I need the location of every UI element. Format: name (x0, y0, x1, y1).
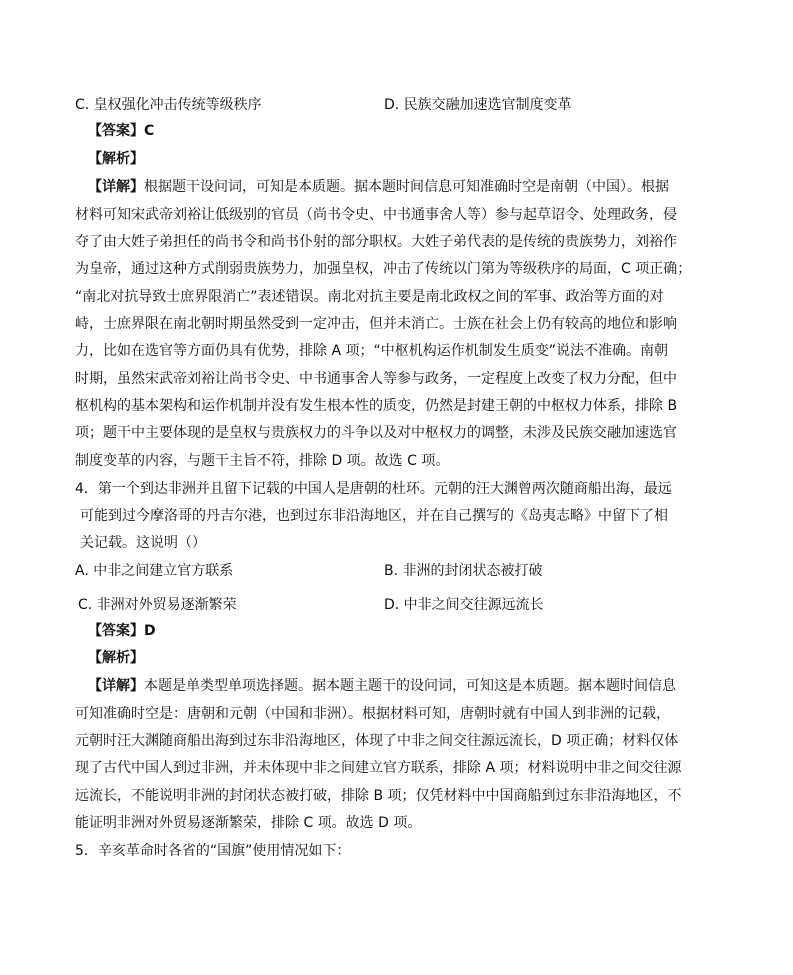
q4-detail-line (88, 675, 676, 697)
q3-detail-line: 项；题干中主要体现的是皇权与贵族权力的斗争以及对中枢权力的调整，未涉及民族交融加速选官 (75, 425, 677, 441)
q3-detail-line: 夺了由大姓子弟担任的尚书令和尚书仆射的部分职权。大姓子弟代表的是传统的贵族势力，刘裕作 (75, 234, 677, 250)
detail-label: 【详解】 (88, 678, 144, 694)
q4-detail-line: 可知准确时空是：唐朝和元朝（中国和非洲）。根据材料可知，唐朝时就有中国人到非洲的记载， (75, 706, 670, 722)
answer-label: 【答案】 (88, 623, 144, 639)
answer-label: 【答案】 (88, 123, 144, 139)
q4-detail-line: 远流长，不能说明非洲的封闭状态被打破，排除 B 项；仅凭材料中中国商船到过东非沿海地区，不 (75, 788, 682, 804)
q3-option-c: C. 皇权强化冲击传统等级秩序 (75, 97, 262, 113)
q4-answer (88, 620, 156, 642)
q4-option-d: D. 中非之间交往源远流长 (384, 597, 544, 613)
q3-option-d: D. 民族交融加速选官制度变革 (384, 97, 572, 113)
q4-analysis-label: 【解析】 (88, 650, 144, 666)
answer-value: C (144, 123, 155, 139)
q4-option-c: C. 非洲对外贸易逐渐繁荣 (78, 597, 237, 613)
q3-detail-line: “南北对抗导致士庶界限消亡”表述错误。南北对抗主要是南北政权之间的军事、政治等方面的对 (75, 289, 664, 305)
q4-detail-line: 能证明非洲对外贸易逐渐繁荣，排除 C 项。故选 D 项。 (75, 815, 422, 831)
q4-option-a: A. 中非之间建立官方联系 (75, 563, 234, 579)
q3-detail-line (88, 176, 669, 198)
q4-stem-line: 4．第一个到达非洲并且留下记载的中国人是唐朝的杜环。元朝的汪大渊曾两次随商船出海，最远 (75, 481, 672, 497)
detail-text: 根据题干设问词，可知是本质题。据本题时间信息可知准确时空是南朝（中国）。根据 (144, 179, 669, 195)
q3-detail-line: 枢机构的基本架构和运作机制并没有发生根本性的质变，仍然是封建王朝的中枢权力体系，排除 B (75, 398, 678, 414)
q3-detail-line: 峙，士庶界限在南北朝时期虽然受到一定冲击，但并未消亡。士族在社会上仍有较高的地位和影响 (75, 316, 677, 332)
q4-detail-line: 现了古代中国人到过非洲，并未体现中非之间建立官方联系，排除 A 项；材料说明中非之间交往源 (75, 760, 682, 776)
q3-answer (88, 120, 154, 142)
q3-detail-line: 时期，虽然宋武帝刘裕让尚书令史、中书通事舍人等参与政务，一定程度上改变了权力分配，但中 (75, 371, 677, 387)
answer-value: D (144, 623, 156, 639)
q3-detail-line: 力，比如在选官等方面仍具有优势，排除 A 项；“中枢机构运作机制发生质变”说法不准确。南朝 (75, 343, 668, 359)
q3-detail-line: 制度变革的内容，与题干主旨不符，排除 D 项。故选 C 项。 (75, 453, 450, 469)
q3-detail-line: 材料可知宋武帝刘裕让低级别的官员（尚书令史、中书通事舍人等）参与起草诏令、处理政务，侵 (75, 207, 677, 223)
q4-detail-line: 元朝时汪大渊随商船出海到过东非沿海地区，体现了中非之间交往源远流长，D 项正确；材料仅体 (75, 733, 679, 749)
q4-stem-line: 关记载。这说明（） (80, 535, 206, 551)
detail-text: 本题是单类型单项选择题。据本题主题干的设问词，可知这是本质题。据本题时间信息 (144, 678, 676, 694)
detail-label: 【详解】 (88, 179, 144, 195)
q3-analysis-label: 【解析】 (88, 151, 144, 167)
q5-stem: 5．辛亥革命时各省的“国旗”使用情况如下： (75, 843, 351, 859)
q4-option-b: B. 非洲的封闭状态被打破 (384, 563, 543, 579)
q4-stem-line: 可能到过今摩洛哥的丹吉尔港，也到过东非沿海地区，并在自己撰写的《岛夷志略》中留下了相 (80, 508, 668, 524)
q3-detail-line: 为皇帝，通过这种方式削弱贵族势力，加强皇权，冲击了传统以门第为等级秩序的局面，C 项正确； (75, 261, 692, 277)
